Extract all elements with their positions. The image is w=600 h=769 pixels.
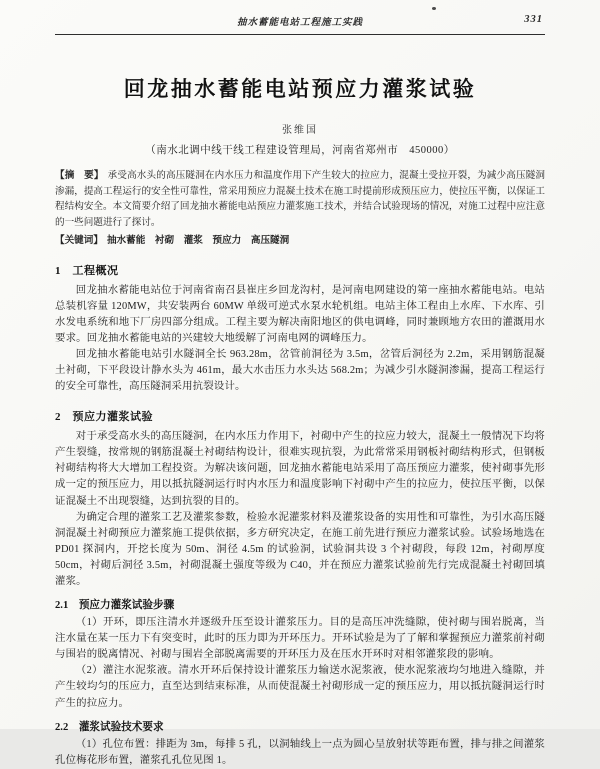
section-1-paragraph: 回龙抽水蓄能电站引水隧洞全长 963.28m，岔管前洞径为 3.5m，岔管后洞径为 2.2m，采用钢筋混凝土衬砌，下平段设计静水头为 461m，最大水击压力水头达 568.2m；为减少引水隧洞渗漏，提高工程运行的安全可靠性，高压隧洞采用抗裂设计。 xyxy=(55,348,545,393)
section-2-1-heading: 2.1 预应力灌浆试验步骤 xyxy=(55,600,175,612)
section-2-1-paragraph: （1）开环，即压注清水并逐级升压至设计灌浆压力。目的是高压冲洗缝隙，使衬砌与围岩脱离，当注水量在某一压力下有突变时，此时的压力即为开环压力。开环试验是为了了解和掌握预应力灌浆前衬砌与围岩的脱离情况、衬砌与围岩全部脱离需要的开环压力及在压水开环时对相邻灌浆段的影响。 xyxy=(55,617,545,661)
section-2-2-heading: 2.2 灌浆试验技术要求 xyxy=(55,721,164,733)
scan-speck xyxy=(432,7,436,10)
section-2-paragraph: 对于承受高水头的高压隧洞，在内水压力作用下，衬砌中产生的拉应力较大，混凝土一般情况下均将产生裂缝，按常规的钢筋混凝土衬砌结构设计，很难实现抗裂，为此常常采用钢板衬砌结构形式，但钢板衬砌结构将大大增加工程投资。为解决该问题，回龙抽水蓄能电站采用了高压预应力灌浆，使衬砌事先形成一定的预压应力，用以抵抗隧洞运行时内水压力和温度影响下衬砌中产生的拉应力，使拉压平衡，以保证混凝土不出现裂缝，达到抗裂的目的。 xyxy=(55,431,545,507)
author-affiliation: （南水北调中线干线工程建设管理局，河南省郑州市 450000） xyxy=(145,145,455,156)
section-2 xyxy=(55,408,545,769)
keywords-text: 抽水蓄能 衬砌 灌浆 预应力 高压隧洞 xyxy=(106,235,290,246)
abstract xyxy=(55,168,545,230)
section-2-heading: 2 预应力灌浆试验 xyxy=(55,411,153,424)
section-1 xyxy=(55,262,545,396)
article-title: 回龙抽水蓄能电站预应力灌浆试验 xyxy=(123,77,477,101)
page-number: 331 xyxy=(524,14,543,25)
running-head-title: 抽水蓄能电站工程施工实践 xyxy=(236,18,363,28)
section-2-1-paragraph: （2）灌注水泥浆液。清水开环后保持设计灌浆压力输送水泥浆液，使水泥浆液均匀地进入缝隙，并产生较均匀的压应力，直至达到结束标准，从而使混凝土衬砌形成一定的预压应力，用以抵抗隧洞运行时产生的拉应力。 xyxy=(55,665,545,709)
section-2-2-paragraph: （1）孔位布置：排距为 3m，每排 5 孔，以洞轴线上一点为圆心呈放射状等距布置，排与排之间灌浆孔位梅花形布置，灌浆孔孔位见图 1。 xyxy=(55,738,545,766)
header-rule xyxy=(55,34,545,35)
author-name: 张维国 xyxy=(282,125,318,136)
running-head xyxy=(55,14,545,30)
abstract-text: 承受高水头的高压隧洞在内水压力和温度作用下产生较大的拉应力，混凝土受拉开裂，为减少高压隧洞渗漏，提高工程运行的安全性可靠性，常采用预应力混凝土技术在施工时提前形成预压应力，使拉压平衡，以保证工程结构安全。本文简要介绍了回龙抽水蓄能电站预应力灌浆施工技术，并结合试验现场的情况，对施工过程中应注意的一些问题进行了探讨。 xyxy=(55,170,546,228)
abstract-label: 【摘 要】 xyxy=(55,170,104,181)
section-2-1 xyxy=(55,597,545,712)
keywords xyxy=(55,233,545,249)
section-2-paragraph: 为确定合理的灌浆工艺及灌浆参数，检验水泥灌浆材料及灌浆设备的实用性和可靠性，为引水高压隧洞混凝土衬砌预应力灌浆施工提供依据，多方研究决定，在施工前先进行预应力灌浆试验。试验场地选在 PD01 探洞内，开挖长度为 50m、洞径 4.5m 的试验洞，试验洞共设 3 个衬砌段，每段 12m，衬砌厚度 50cm，衬砌后洞径 3.5m，衬砌混凝土强度等级为 C40，并在预应力灌浆试验前先行完成混凝土衬砌回填灌浆。 xyxy=(55,511,545,587)
section-1-heading: 1 工程概况 xyxy=(55,264,119,277)
section-1-paragraph: 回龙抽水蓄能电站位于河南省南召县崔庄乡回龙沟村，是河南电网建设的第一座抽水蓄能电站。电站总装机容量 120MW，共安装两台 60MW 单级可逆式水泵水轮机组。电站主体工程由上水库、下水库、引水发电系统和地下厂房四部分组成。工程主要为解决南阳地区的供电调峰，同时兼顾地方农田的灌溉用水要求。回龙抽水蓄能电站的兴建较大地缓解了河南电网的调峰压力。 xyxy=(55,284,545,344)
keywords-label: 【关键词】 xyxy=(55,235,103,246)
section-2-2 xyxy=(55,719,545,769)
